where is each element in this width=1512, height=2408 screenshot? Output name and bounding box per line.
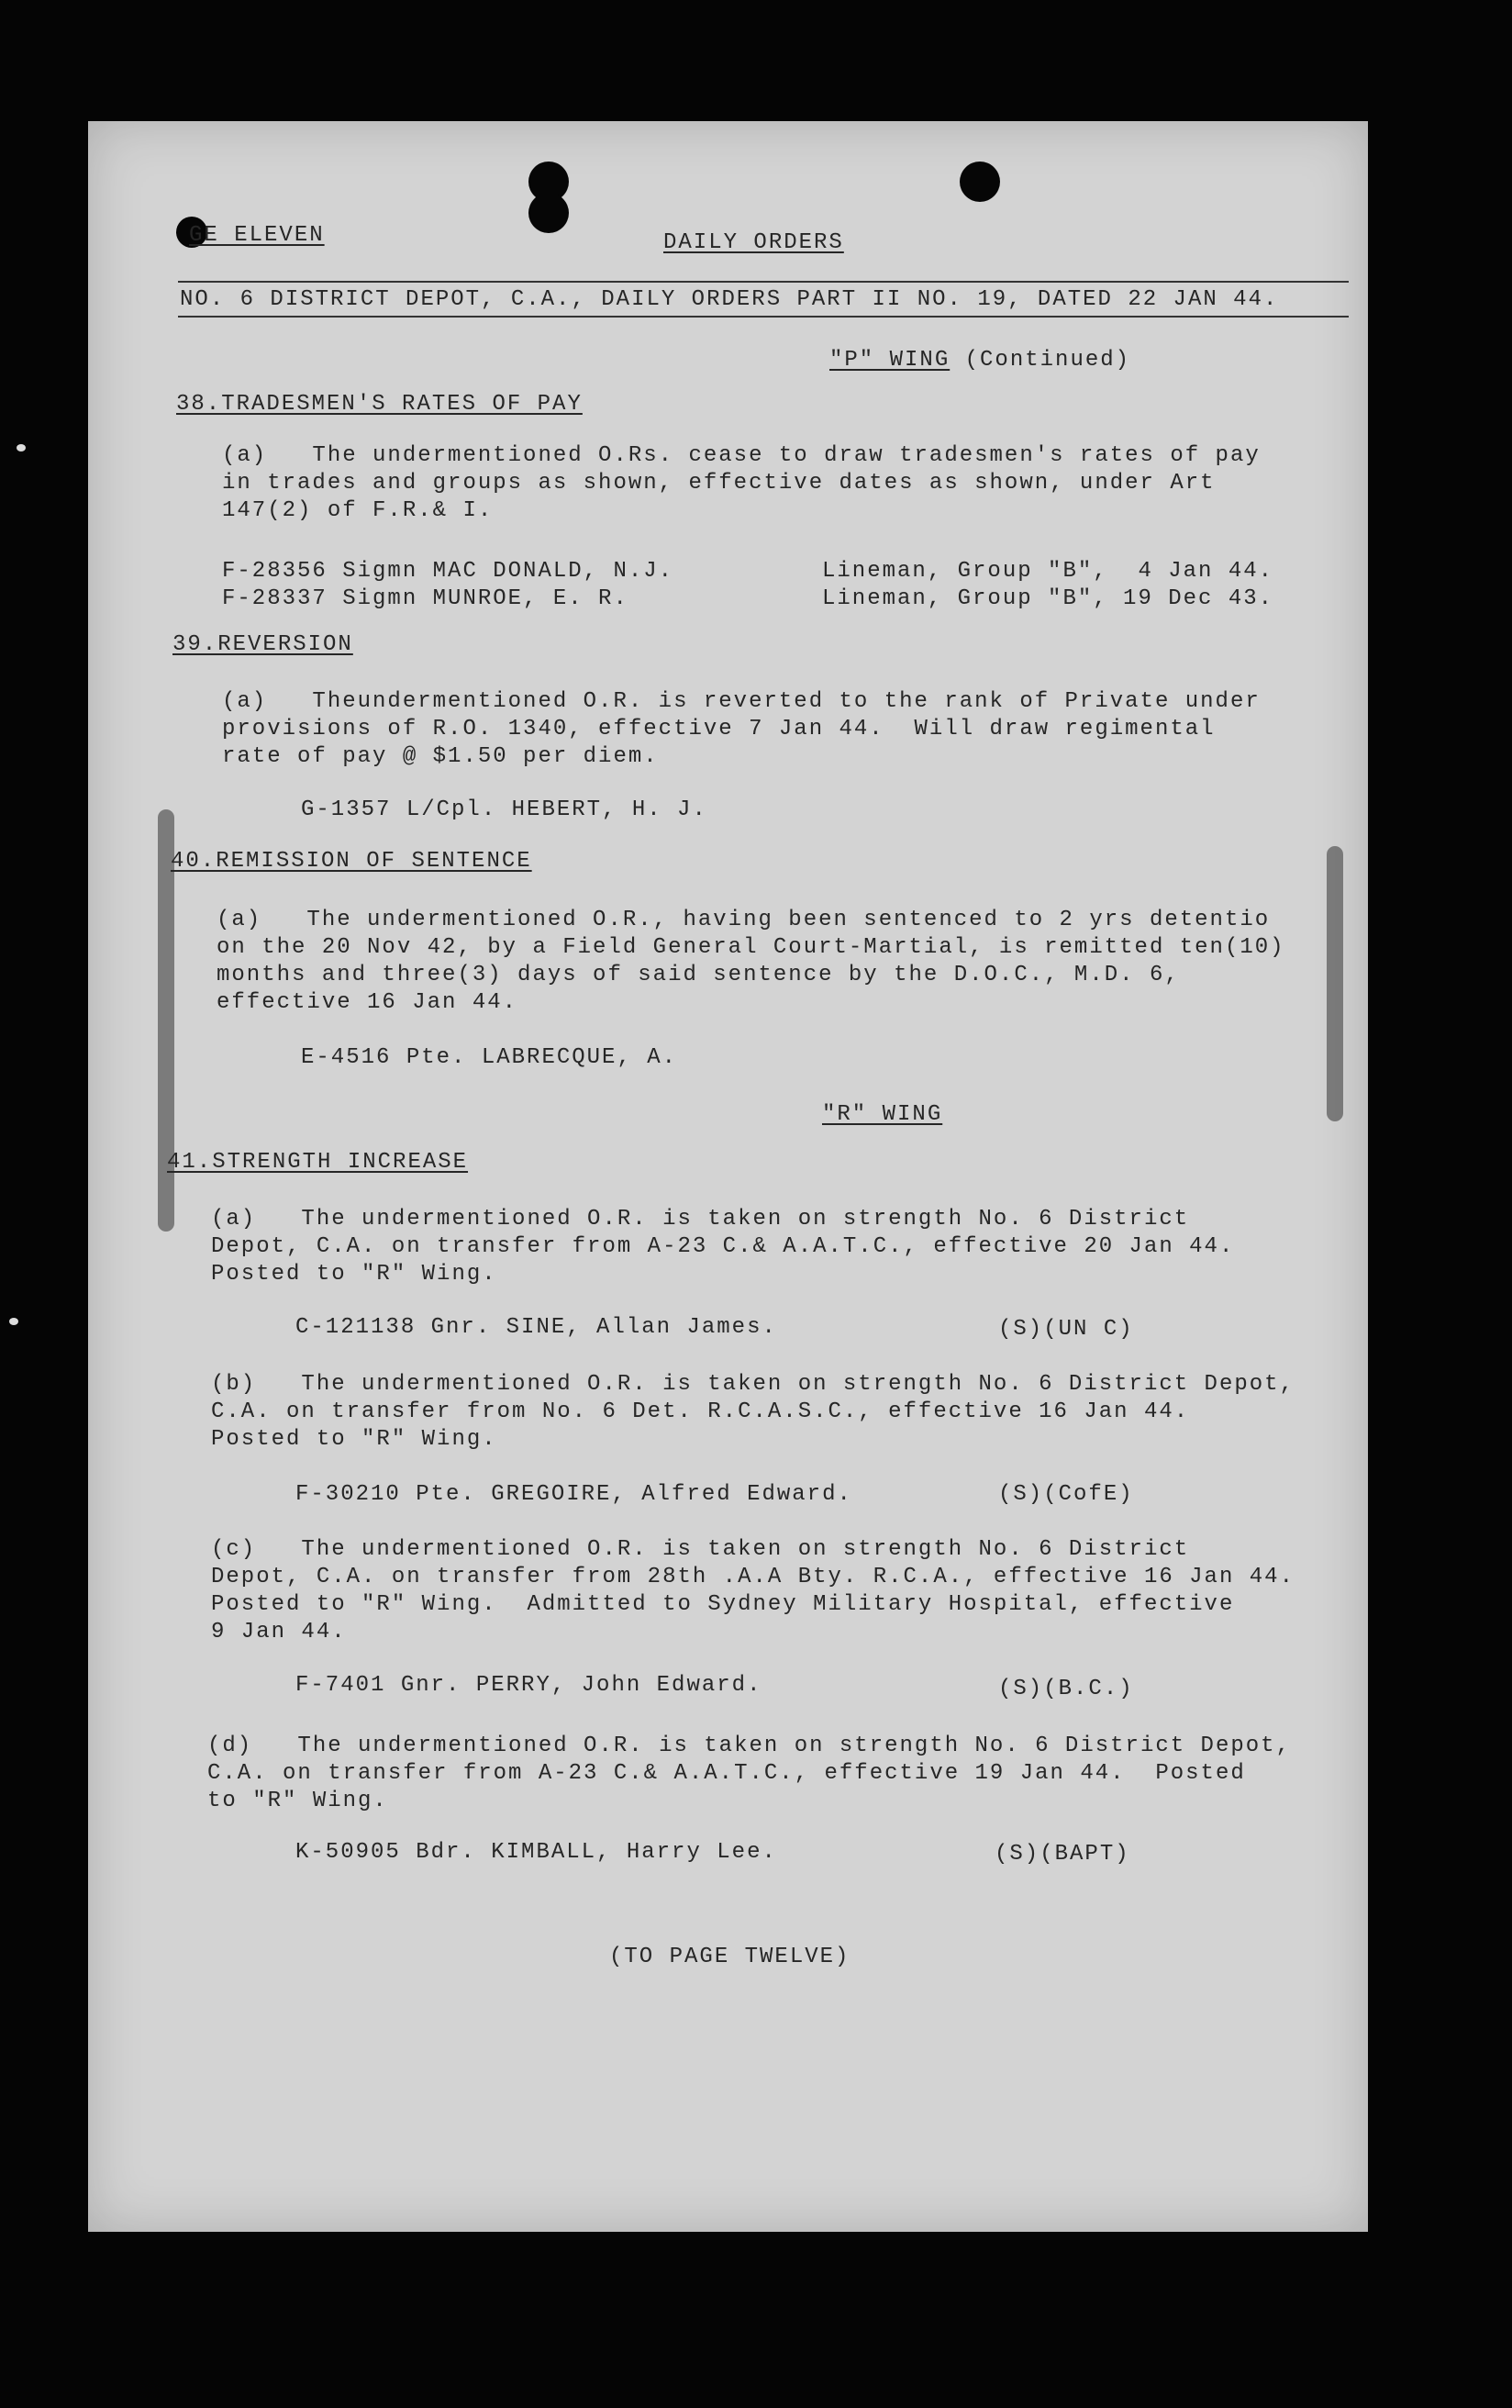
- section-38-entry-name: F-28356 Sigmn MAC DONALD, N.J.: [222, 559, 674, 584]
- r-wing-heading: "R" WING: [822, 1102, 943, 1127]
- film-speck: [17, 444, 26, 452]
- section-41a-para-line: Posted to "R" Wing.: [211, 1262, 497, 1287]
- section-38-entry-name: F-28337 Sigmn MUNROE, E. R.: [222, 586, 628, 611]
- section-41b-para-line: Posted to "R" Wing.: [211, 1427, 497, 1452]
- section-41c-name: F-7401 Gnr. PERRY, John Edward.: [295, 1673, 762, 1698]
- section-38-para-line: (a) The undermentioned O.Rs. cease to draw tradesmen's rates of pay: [222, 443, 1261, 468]
- section-41d-name: K-50905 Bdr. KIMBALL, Harry Lee.: [295, 1840, 777, 1865]
- section-40-para-line: effective 16 Jan 44.: [217, 990, 518, 1015]
- section-41b-name: F-30210 Pte. GREGOIRE, Alfred Edward.: [295, 1482, 852, 1507]
- section-40-para-line: months and three(3) days of said sentence by the D.O.C., M.D. 6,: [217, 963, 1180, 987]
- section-38-heading: 38.TRADESMEN'S RATES OF PAY: [176, 392, 583, 417]
- section-38-para-line: in trades and groups as shown, effective dates as shown, under Art: [222, 471, 1216, 496]
- section-39-para-line: rate of pay @ $1.50 per diem.: [222, 744, 659, 769]
- p-wing-label: "P" WING: [829, 348, 951, 373]
- section-40-heading: 40.REMISSION OF SENTENCE: [171, 849, 532, 874]
- header-rule-bottom: [178, 316, 1349, 318]
- section-41c-code: (S)(B.C.): [998, 1677, 1134, 1701]
- punch-hole: [528, 193, 569, 233]
- section-40-para-line: (a) The undermentioned O.R., having been sentenced to 2 yrs detentio: [217, 908, 1271, 932]
- section-39-entry: G-1357 L/Cpl. HEBERT, H. J.: [301, 797, 707, 822]
- section-41-heading: 41.STRENGTH INCREASE: [167, 1150, 469, 1175]
- section-41a-name: C-121138 Gnr. SINE, Allan James.: [295, 1315, 777, 1340]
- page-title: DAILY ORDERS: [663, 230, 844, 255]
- section-40-para-line: on the 20 Nov 42, by a Field General Court-Martial, is remitted ten(10): [217, 935, 1285, 960]
- header-subtitle: NO. 6 DISTRICT DEPOT, C.A., DAILY ORDERS PART II NO. 19, DATED 22 JAN 44.: [180, 287, 1279, 312]
- p-wing-heading: [829, 347, 1130, 374]
- section-38-entry-detail: Lineman, Group "B", 4 Jan 44.: [822, 559, 1274, 584]
- section-41d-para-line: to "R" Wing.: [207, 1789, 388, 1813]
- section-39-para-line: (a) Theundermentioned O.R. is reverted to the rank of Private under: [222, 689, 1261, 714]
- punch-hole: [960, 162, 1000, 202]
- section-39-para-line: provisions of R.O. 1340, effective 7 Jan 44. Will draw regimental: [222, 717, 1216, 741]
- section-41c-para-line: Posted to "R" Wing. Admitted to Sydney Military Hospital, effective: [211, 1592, 1235, 1617]
- section-40-entry: E-4516 Pte. LABRECQUE, A.: [301, 1045, 678, 1070]
- binding-mark: [1327, 846, 1343, 1121]
- header-rule-top: [178, 281, 1349, 283]
- section-41b-para-line: (b) The undermentioned O.R. is taken on strength No. 6 District Depot,: [211, 1372, 1295, 1397]
- section-41d-para-line: (d) The undermentioned O.R. is taken on strength No. 6 District Depot,: [207, 1734, 1291, 1758]
- section-41c-para-line: Depot, C.A. on transfer from 28th .A.A Bty. R.C.A., effective 16 Jan 44.: [211, 1565, 1295, 1589]
- section-41a-code: (S)(UN C): [998, 1317, 1134, 1342]
- document-page: [88, 121, 1368, 2232]
- section-41c-para-line: 9 Jan 44.: [211, 1620, 347, 1644]
- section-41b-para-line: C.A. on transfer from No. 6 Det. R.C.A.S.C., effective 16 Jan 44.: [211, 1399, 1190, 1424]
- section-41b-code: (S)(CofE): [998, 1482, 1134, 1507]
- section-41a-para-line: (a) The undermentioned O.R. is taken on strength No. 6 District: [211, 1207, 1190, 1232]
- section-38-entry-detail: Lineman, Group "B", 19 Dec 43.: [822, 586, 1274, 611]
- section-41a-para-line: Depot, C.A. on transfer from A-23 C.& A.A.T.C., effective 20 Jan 44.: [211, 1234, 1235, 1259]
- film-speck: [9, 1318, 18, 1325]
- section-39-heading: 39.REVERSION: [172, 632, 353, 657]
- section-41c-para-line: (c) The undermentioned O.R. is taken on strength No. 6 District: [211, 1537, 1190, 1562]
- section-41d-code: (S)(BAPT): [995, 1842, 1130, 1867]
- section-38-para-line: 147(2) of F.R.& I.: [222, 498, 494, 523]
- page-label: GE ELEVEN: [189, 223, 325, 248]
- section-41d-para-line: C.A. on transfer from A-23 C.& A.A.T.C., effective 19 Jan 44. Posted: [207, 1761, 1246, 1786]
- continuation-note: (TO PAGE TWELVE): [609, 1945, 850, 1969]
- p-wing-suffix: (Continued): [964, 348, 1131, 373]
